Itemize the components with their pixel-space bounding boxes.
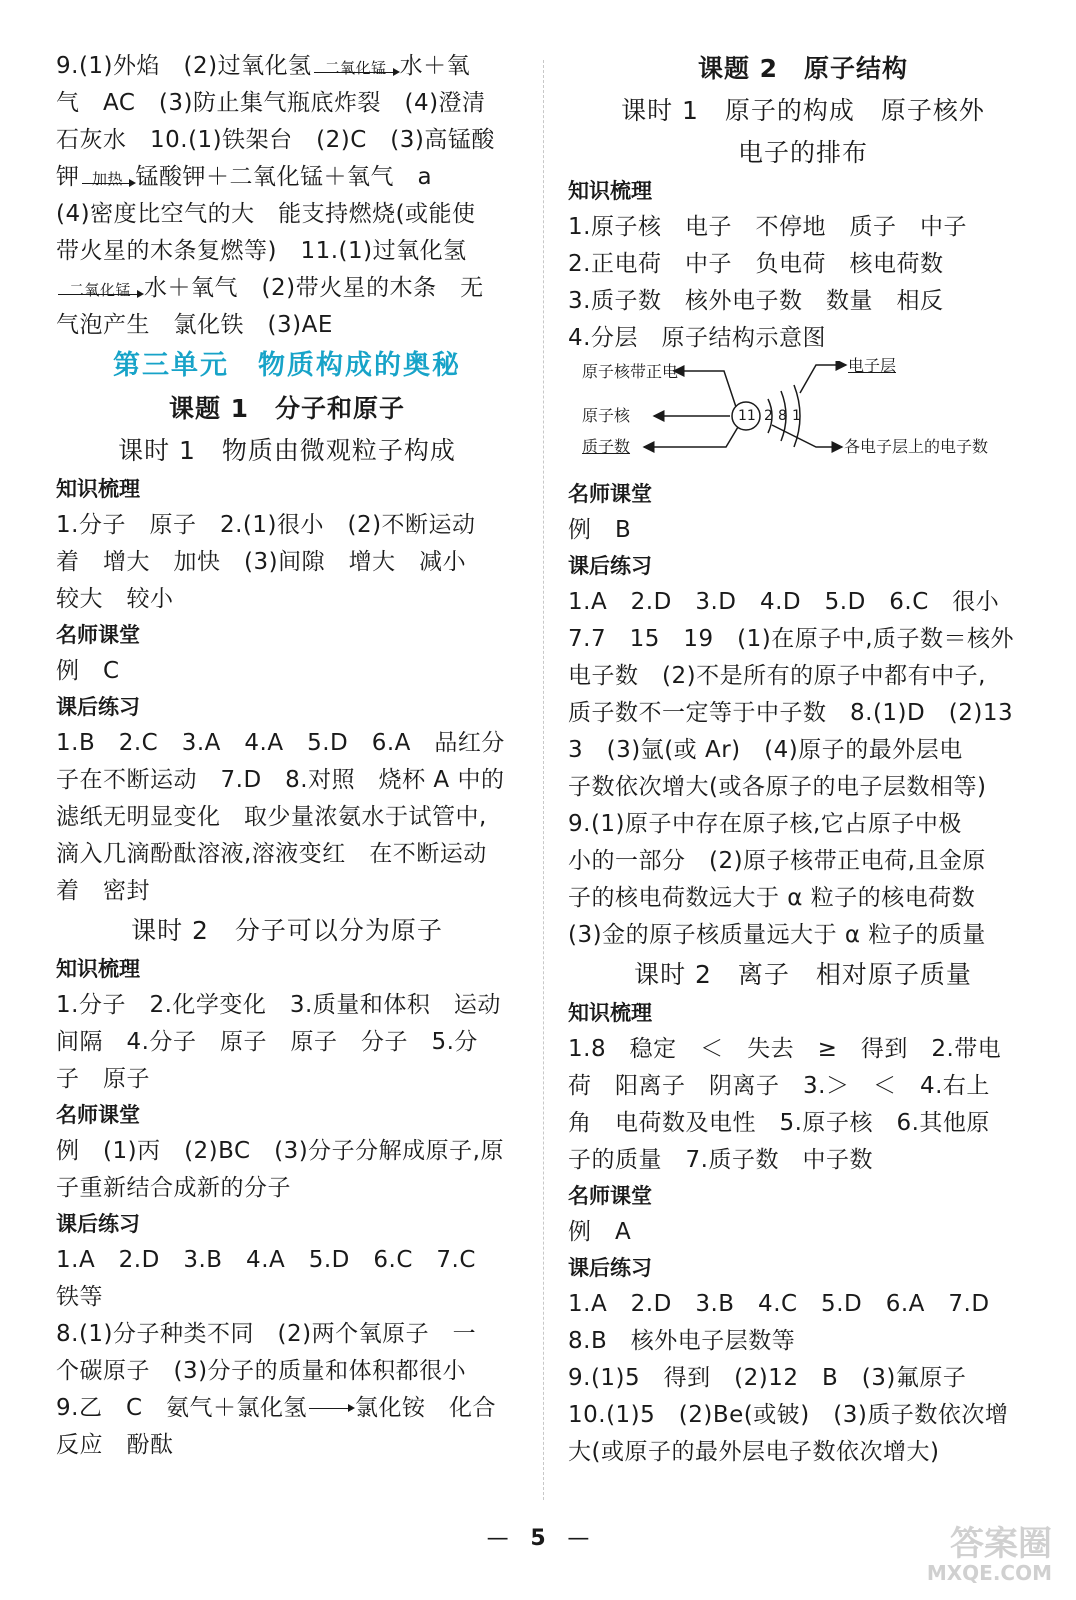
answer-line: 1.A 2.D 3.B 4.A 5.D 6.C 7.C — [56, 1247, 476, 1273]
answer-line: 石灰水 10.(1)铁架台 (2)C (3)高锰酸 — [56, 127, 495, 153]
answer-line: 9.(1)外焰 (2)过氧化氢 二氧化锰 水＋氧 — [56, 53, 471, 79]
diagram-label: 各电子层上的电子数 — [844, 437, 989, 456]
answer-line: 气泡产生 氯化铁 (3)AE — [56, 312, 333, 338]
answer-line: 2.正电荷 中子 负电荷 核电荷数 — [568, 251, 944, 277]
electron-count: 2 — [764, 408, 773, 424]
answer-line: 反应 酚酞 — [56, 1432, 174, 1458]
answer-line: 子的质量 7.质子数 中子数 — [568, 1147, 873, 1173]
section-heading: 课后练习 — [568, 554, 652, 578]
answer-line: 1.A 2.D 3.B 4.C 5.D 6.A 7.D — [568, 1291, 990, 1317]
answer-line: 角 电荷数及电性 5.原子核 6.其他原 — [568, 1110, 990, 1136]
section-heading: 知识梳理 — [56, 477, 140, 501]
answer-line: 9.(1)5 得到 (2)12 B (3)氟原子 — [568, 1365, 967, 1391]
diagram-label: 质子数 — [582, 437, 631, 456]
answer-line: 例 A — [568, 1219, 632, 1245]
answer-line: 荷 阳离子 阴离子 3.＞ ＜ 4.右上 — [568, 1073, 990, 1099]
section-heading: 名师课堂 — [568, 482, 652, 506]
lesson-title: 课时 1 物质由微观粒子构成 — [118, 436, 456, 465]
left-column — [56, 48, 518, 1464]
electron-count: 8 — [778, 408, 787, 424]
topic-title: 课题 2 原子结构 — [697, 54, 909, 83]
answer-line: (3)金的原子核质量远大于 α 粒子的质量 — [568, 922, 986, 948]
unit-title: 第三单元 物质构成的奥秘 — [113, 350, 461, 381]
answer-line: 电子数 (2)不是所有的原子中都有中子, — [568, 663, 986, 689]
answer-line: 滤纸无明显变化 取少量浓氨水于试管中, — [56, 804, 487, 830]
diagram-label: 原子核 — [582, 406, 631, 425]
diagram-label: 电子层 — [848, 356, 897, 375]
answer-line: 较大 较小 — [56, 586, 174, 612]
section-heading: 课后练习 — [56, 1212, 140, 1236]
answer-line: 例 C — [56, 658, 120, 684]
section-heading: 课后练习 — [568, 1256, 652, 1280]
answer-line: 大(或原子的最外层电子数依次增大) — [568, 1439, 940, 1465]
answer-line: 10.(1)5 (2)Be(或铍) (3)质子数依次增 — [568, 1402, 1009, 1428]
section-heading: 知识梳理 — [568, 179, 652, 203]
answer-line: 气 AC (3)防止集气瓶底炸裂 (4)澄清 — [56, 90, 486, 116]
answer-line: 子在不断运动 7.D 8.对照 烧杯 A 中的 — [56, 767, 505, 793]
answer-line: 7.7 15 19 (1)在原子中,质子数＝核外 — [568, 626, 1015, 652]
answer-line: 8.(1)分子种类不同 (2)两个氧原子 一 — [56, 1321, 477, 1347]
answer-line: 钾 加热 锰酸钾＋二氧化锰＋氧气 a — [56, 164, 433, 190]
lesson-title: 课时 2 分子可以分为原子 — [131, 916, 443, 945]
answer-line: 9.(1)原子中存在原子核,它占原子中极 — [568, 811, 962, 837]
answer-line: 1.分子 2.化学变化 3.质量和体积 运动 — [56, 992, 501, 1018]
answer-line: 个碳原子 (3)分子的质量和体积都很小 — [56, 1358, 467, 1384]
atom-structure-diagram — [576, 356, 1026, 471]
lesson-title: 课时 1 原子的构成 原子核外 — [621, 96, 985, 125]
answer-line: 1.分子 原子 2.(1)很小 (2)不断运动 — [56, 512, 476, 538]
answer-line: 子重新结合成新的分子 — [56, 1175, 291, 1201]
page-number: — 5 — — [486, 1526, 590, 1551]
right-column — [568, 48, 1038, 1471]
answer-line: 子 原子 — [56, 1066, 150, 1092]
answer-line: 间隔 4.分子 原子 原子 分子 5.分 — [56, 1029, 478, 1055]
answer-line: 子数依次增大(或各原子的电子层数相等) — [568, 774, 987, 800]
watermark-logo: 答案圈 MXQE.COM — [926, 1524, 1052, 1585]
answer-line: 滴入几滴酚酞溶液,溶液变红 在不断运动 — [56, 841, 487, 867]
lesson-title: 电子的排布 — [737, 138, 868, 167]
reaction-arrow: 二氧化锰 — [56, 282, 144, 301]
answer-line: 带火星的木条复燃等) 11.(1)过氧化氢 — [56, 238, 467, 264]
section-heading: 名师课堂 — [568, 1184, 652, 1208]
diagram-label: 原子核带正电 — [582, 362, 679, 381]
answer-line: 二氧化锰 水＋氧气 (2)带火星的木条 无 — [56, 270, 518, 307]
column-divider — [543, 60, 544, 1500]
section-heading: 知识梳理 — [568, 1001, 652, 1025]
answer-line: 4.分层 原子结构示意图 — [568, 325, 826, 351]
answer-line: (4)密度比空气的大 能支持燃烧(或能使 — [56, 201, 476, 227]
section-heading: 知识梳理 — [56, 957, 140, 981]
lesson-title: 课时 2 离子 相对原子质量 — [634, 960, 972, 989]
answer-line: 质子数不一定等于中子数 8.(1)D (2)13 — [568, 700, 1014, 726]
answer-line: 1.8 稳定 ＜ 失去 ≥ 得到 2.带电 — [568, 1036, 1002, 1062]
reaction-arrow — [307, 1412, 355, 1415]
answer-line: 1.B 2.C 3.A 4.A 5.D 6.A 品红分 — [56, 730, 505, 756]
answer-line: 1.原子核 电子 不停地 质子 中子 — [568, 214, 967, 240]
electron-count: 1 — [792, 408, 801, 424]
section-heading: 名师课堂 — [56, 1103, 140, 1127]
reaction-arrow: 加热 — [80, 171, 136, 190]
reaction-arrow: 二氧化锰 — [312, 60, 400, 79]
answer-line: 9.乙 C 氨气＋氯化氢 氯化铵 化合 — [56, 1395, 497, 1421]
topic-title: 课题 1 分子和原子 — [168, 394, 406, 423]
answer-line: 着 密封 — [56, 878, 150, 904]
answer-line: 1.A 2.D 3.D 4.D 5.D 6.C 很小 — [568, 589, 1000, 615]
answer-line: 子的核电荷数远大于 α 粒子的核电荷数 — [568, 885, 976, 911]
answer-line: 着 增大 加快 (3)间隙 增大 减小 — [56, 549, 467, 575]
answer-line: 3.质子数 核外电子数 数量 相反 — [568, 288, 944, 314]
answer-line: 例 B — [568, 517, 632, 543]
answer-line: 8.B 核外电子层数等 — [568, 1328, 796, 1354]
section-heading: 名师课堂 — [56, 623, 140, 647]
answer-line: 小的一部分 (2)原子核带正电荷,且金原 — [568, 848, 986, 874]
section-heading: 课后练习 — [56, 695, 140, 719]
answer-line: 铁等 — [56, 1284, 103, 1310]
answer-line: 例 (1)丙 (2)BC (3)分子分解成原子,原 — [56, 1138, 504, 1164]
answer-line: 3 (3)氩(或 Ar) (4)原子的最外层电 — [568, 737, 963, 763]
nucleus-charge: 11 — [738, 408, 756, 424]
